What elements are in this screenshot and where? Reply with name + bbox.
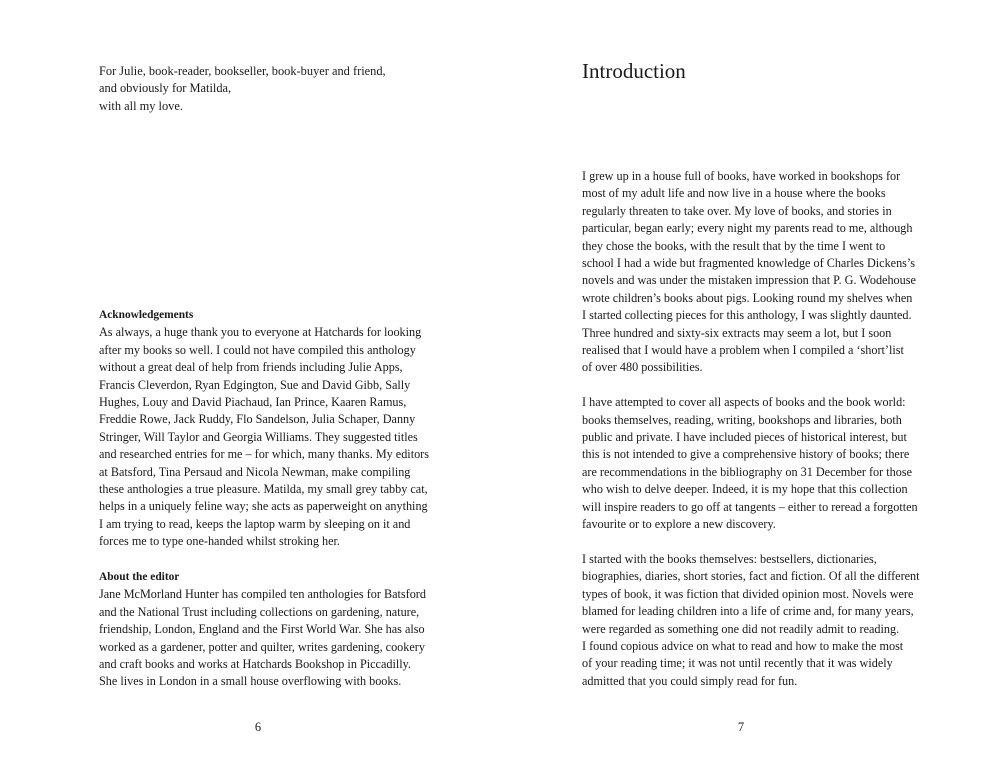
text-line: Three hundred and sixty-six extracts may seem a lot, but I soon	[582, 325, 892, 340]
acknowledgements-heading: Acknowledgements	[99, 309, 194, 321]
paragraph	[582, 394, 918, 533]
text-line: of over 480 possibilities.	[582, 360, 703, 375]
text-line: will inspire readers to go off at tangents – either to reread a forgotten	[582, 499, 918, 514]
text-line: friendship, London, England and the First World War. She has also	[99, 622, 425, 637]
introduction-body	[582, 168, 920, 690]
text-line: are recommendations in the bibliography on 31 December for those	[582, 464, 912, 479]
text-line: Freddie Rowe, Jack Ruddy, Flo Sandelson, Julia Schaper, Danny	[99, 412, 416, 427]
page-title: Introduction	[582, 59, 686, 83]
text-line: public and private. I have included pieces of historical interest, but	[582, 430, 907, 445]
dedication-line: For Julie, book-reader, bookseller, book-buyer and friend,	[99, 64, 386, 78]
text-line: particular, began early; every night my parents read to me, although	[582, 221, 913, 236]
text-line: novels and was under the mistaken impression that P. G. Wodehouse	[582, 273, 916, 288]
text-line: who wish to delve deeper. Indeed, it is my hope that this collection	[582, 482, 908, 497]
dedication-line: and obviously for Matilda,	[99, 81, 232, 96]
text-line: were regarded as something one did not readily admit to reading.	[582, 621, 900, 636]
text-line: I have attempted to cover all aspects of books and the book world:	[582, 395, 906, 410]
text-line: books themselves, reading, writing, bookshops and libraries, both	[582, 412, 902, 427]
text-line: Stringer, Will Taylor and Georgia Williams. They suggested titles	[99, 429, 418, 444]
text-line: She lives in London in a small house overflowing with books.	[99, 674, 402, 689]
text-line: types of book, it was fiction that divided opinion most. Novels were	[582, 586, 914, 601]
text-line: regularly threaten to take over. My love of books, and stories in	[582, 203, 892, 218]
text-line: I grew up in a house full of books, have worked in bookshops for	[582, 169, 901, 183]
acknowledgements-section	[99, 307, 429, 551]
text-line: favourite or to explore a new discovery.	[582, 517, 776, 532]
text-line: after my books so well. I could not have compiled this anthology	[99, 342, 416, 357]
about-editor-section	[99, 569, 429, 691]
text-line: Jane McMorland Hunter has compiled ten anthologies for Batsford	[99, 587, 426, 602]
text-line: of your reading time; it was not until recently that it was widely	[582, 656, 893, 671]
text-line: I started with the books themselves: bestsellers, dictionaries,	[582, 551, 877, 566]
text-line: worked as a gardener, potter and quilter, writes gardening, cookery	[99, 639, 425, 654]
text-line: these anthologies a true pleasure. Matilda, my small grey tabby cat,	[99, 482, 428, 497]
text-line: As always, a huge thank you to everyone at Hatchards for looking	[99, 325, 422, 340]
paragraph	[582, 551, 920, 690]
text-line: biographies, diaries, short stories, fact and fiction. Of all the different	[582, 569, 920, 584]
text-line: and the National Trust including collections on gardening, nature,	[99, 604, 420, 619]
text-line: I am trying to read, keeps the laptop warm by sleeping on it and	[99, 516, 411, 531]
right-page	[500, 0, 1000, 770]
about-editor-heading: About the editor	[99, 571, 180, 583]
text-line: Hughes, Louy and David Piachaud, Ian Prince, Kaaren Ramus,	[99, 395, 407, 410]
text-line: without a great deal of help from friends including Julie Apps,	[99, 360, 403, 375]
text-line: helps in a uniquely feline way; she acts as paperweight on anything	[99, 499, 428, 514]
text-line: school I had a wide but fragmented knowledge of Charles Dickens’s	[582, 256, 916, 271]
text-line: at Batsford, Tina Persaud and Nicola Newman, make compiling	[99, 464, 411, 479]
text-line: most of my adult life and now live in a house where the books	[582, 186, 886, 201]
text-line: blamed for leading children into a life of crime and, for many years,	[582, 604, 914, 619]
page-number: 6	[254, 720, 262, 734]
text-line: I found copious advice on what to read and how to make the most	[582, 638, 904, 653]
text-line: they chose the books, with the result that by the time I went to	[582, 238, 886, 253]
text-line: this is not intended to give a comprehensive history of books; there	[582, 447, 910, 462]
text-line: and researched entries for me – for which, many thanks. My editors	[99, 447, 429, 462]
page-number: 7	[737, 720, 745, 734]
text-line: I started collecting pieces for this anthology, I was slightly daunted.	[582, 308, 912, 323]
text-line: realised that I would have a problem when I compiled a ‘short’list	[582, 343, 904, 358]
text-line: and craft books and works at Hatchards Bookshop in Piccadilly.	[99, 657, 411, 672]
text-line: wrote children’s books about pigs. Looking round my shelves when	[582, 290, 913, 305]
text-line: forces me to type one-handed whilst stroking her.	[99, 534, 340, 549]
dedication-line: with all my love.	[99, 98, 183, 113]
text-line: Francis Cleverdon, Ryan Edgington, Sue and David Gibb, Sally	[99, 377, 411, 392]
paragraph	[582, 168, 916, 377]
text-line: admitted that you could simply read for fun.	[582, 673, 798, 688]
dedication	[99, 63, 429, 115]
